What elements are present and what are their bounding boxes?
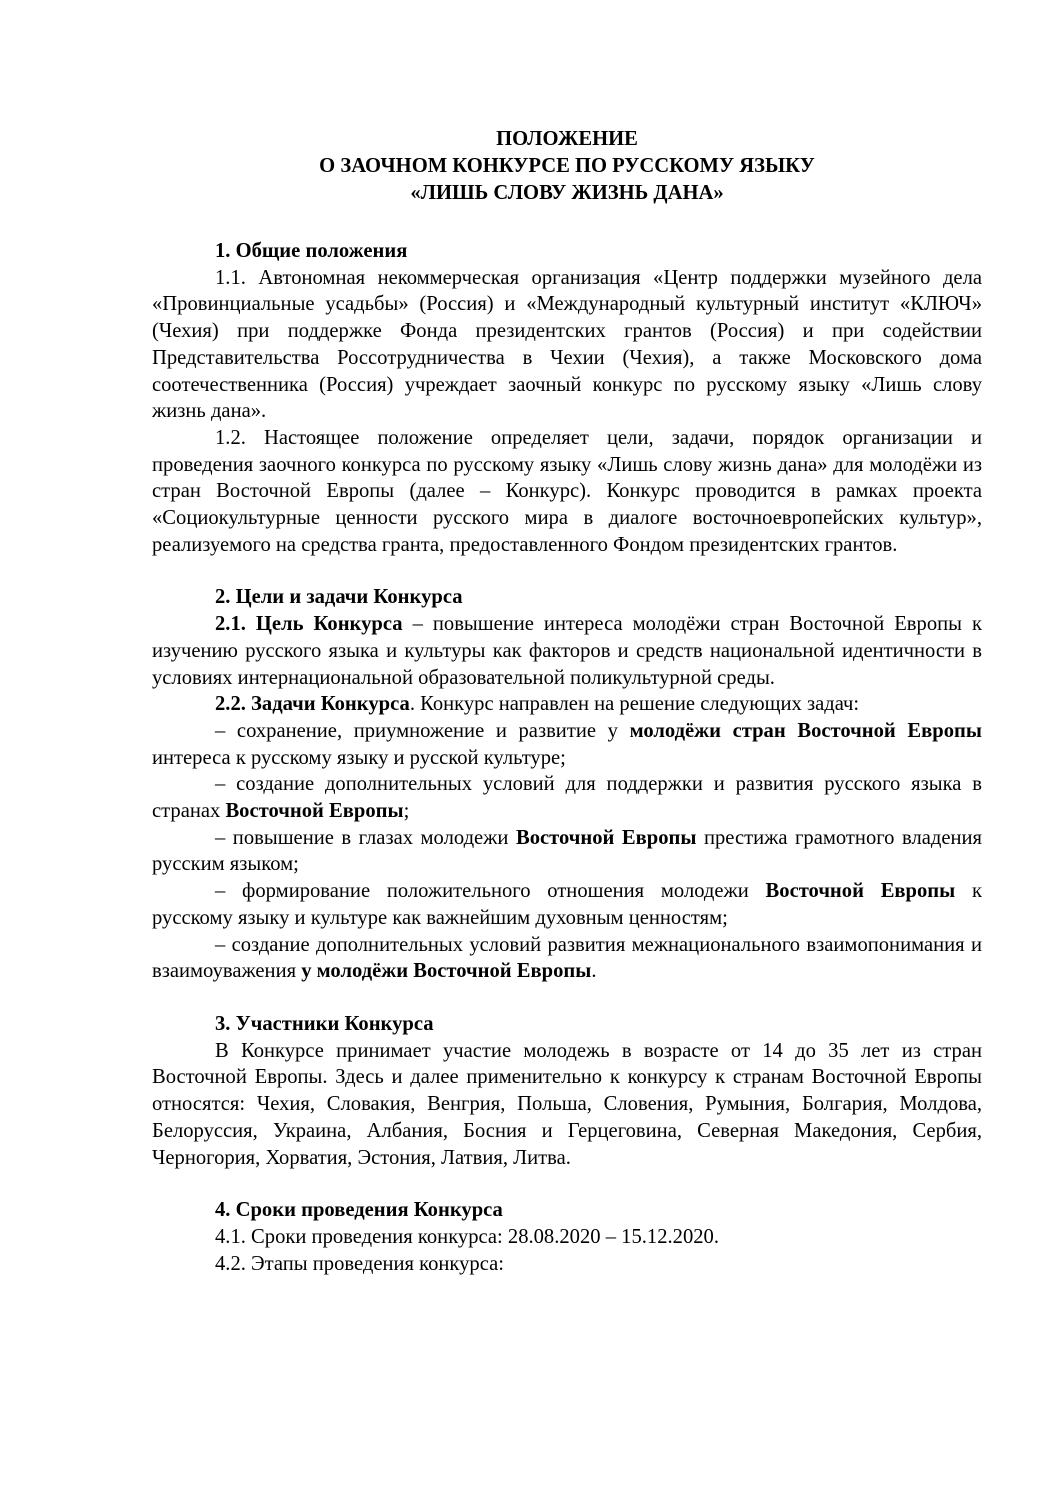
paragraph-2-2: [152, 691, 982, 718]
goal-label: 2.1. Цель Конкурса: [215, 613, 403, 636]
section-heading: 2. Цели и задачи Конкурса: [215, 586, 463, 609]
task-item: [152, 825, 982, 878]
document-page: [152, 126, 982, 1277]
paragraph-2-1: [152, 611, 982, 691]
task-text: – формирование положительного отношения молодежи: [215, 880, 766, 903]
section-goals-and-tasks: [152, 584, 982, 985]
section-participants: [152, 1011, 982, 1171]
task-text: престижа грамотного владения русским языком;: [152, 826, 982, 876]
title-line-1: ПОЛОЖЕНИЕ: [496, 128, 638, 150]
task-text: – повышение в глазах молодежи: [215, 826, 516, 849]
task-item: [152, 771, 982, 824]
section-heading: 4. Сроки проведения Конкурса: [215, 1199, 503, 1222]
task-item: [152, 878, 982, 931]
task-item: [152, 932, 982, 985]
task-text: – сохранение, приумножение и развитие у: [215, 719, 630, 742]
tasks-label: 2.2. Задачи Конкурса: [215, 693, 410, 716]
task-emphasis: молодёжи стран Восточной Европы: [629, 719, 982, 742]
task-emphasis: Восточной Европы: [765, 880, 956, 903]
paragraph-1-1: 1.1. Автономная некоммерческая организация «Центр поддержки музейного дела «Провинциальные усадьбы» (Россия) и «Международный культурный институт «КЛЮЧ» (Чехия) при поддержке Фонда президентских грантов (Россия) и при содействии Представительства Россотрудничества в Чехии (Чехия), а также Московского дома соотечественника (Россия) учреждает заочный конкурс по русскому языку «Лишь слову жизнь дана».: [152, 266, 982, 423]
section-heading: 1. Общие положения: [215, 240, 408, 262]
tasks-intro-text: . Конкурс направлен на решение следующих задач:: [409, 693, 860, 716]
goal-text: – повышение интереса молодёжи стран Восточной Европы к изучению русского языка и культуры как факторов и средств национальной идентичности в условиях интернациональной образовательной поликультурной среды.: [152, 613, 982, 689]
paragraph-1-2: 1.2. Настоящее положение определяет цели, задачи, порядок организации и проведения заочного конкурса по русскому языку «Лишь слову жизнь дана» для молодёжи из стран Восточной Европы (далее – Конкурс). Конкурс проводится в рамках проекта «Социокультурные ценности русского мира в диалоге восточноевропейских культур», реализуемого на средства гранта, предоставленного Фондом президентских грантов.: [152, 426, 982, 556]
task-emphasis: Восточной Европы: [515, 826, 697, 849]
section-timeline: [152, 1197, 982, 1277]
task-text: ;: [403, 800, 410, 823]
section-general-provisions: [152, 238, 982, 558]
section-heading: 3. Участники Конкурса: [215, 1012, 434, 1035]
task-text: – создание дополнительных условий для поддержки и развития русского языка в странах: [152, 773, 982, 823]
title-line-2: О ЗАОЧНОМ КОНКУРСЕ ПО РУССКОМУ ЯЗЫКУ: [319, 155, 815, 177]
task-text: интереса к русскому языку и русской культуре;: [152, 746, 566, 769]
task-text: – создание дополнительных условий развития межнационального взаимопонимания и взаимоуважения: [152, 933, 982, 983]
paragraph-4-1: 4.1. Сроки проведения конкурса: 28.08.2020 – 15.12.2020.: [215, 1225, 719, 1248]
title-line-3: «ЛИШЬ СЛОВУ ЖИЗНЬ ДАНА»: [410, 182, 724, 204]
task-text: .: [591, 960, 597, 983]
paragraph-4-2: 4.2. Этапы проведения конкурса:: [215, 1252, 504, 1275]
task-text: к русскому языку и культуре как важнейшим духовным ценностям;: [152, 880, 982, 929]
task-item: [152, 718, 982, 771]
task-emphasis: Восточной Европы: [225, 800, 404, 823]
paragraph-3: В Конкурсе принимает участие молодежь в возрасте от 14 до 35 лет из стран Восточной Европы. Здесь и далее применительно к конкурсу к странам Восточной Европы относятся: Чехия, Словакия, Венгрия, Польша, Словения, Румыния, Болгария, Молдова, Белоруссия, Украина, Албания, Босния и Герцеговина, Северная Македония, Сербия, Черногория, Хорватия, Эстония, Латвия, Литва.: [152, 1039, 982, 1169]
document-title: [152, 126, 982, 207]
task-emphasis: у молодёжи Восточной Европы: [301, 960, 592, 983]
